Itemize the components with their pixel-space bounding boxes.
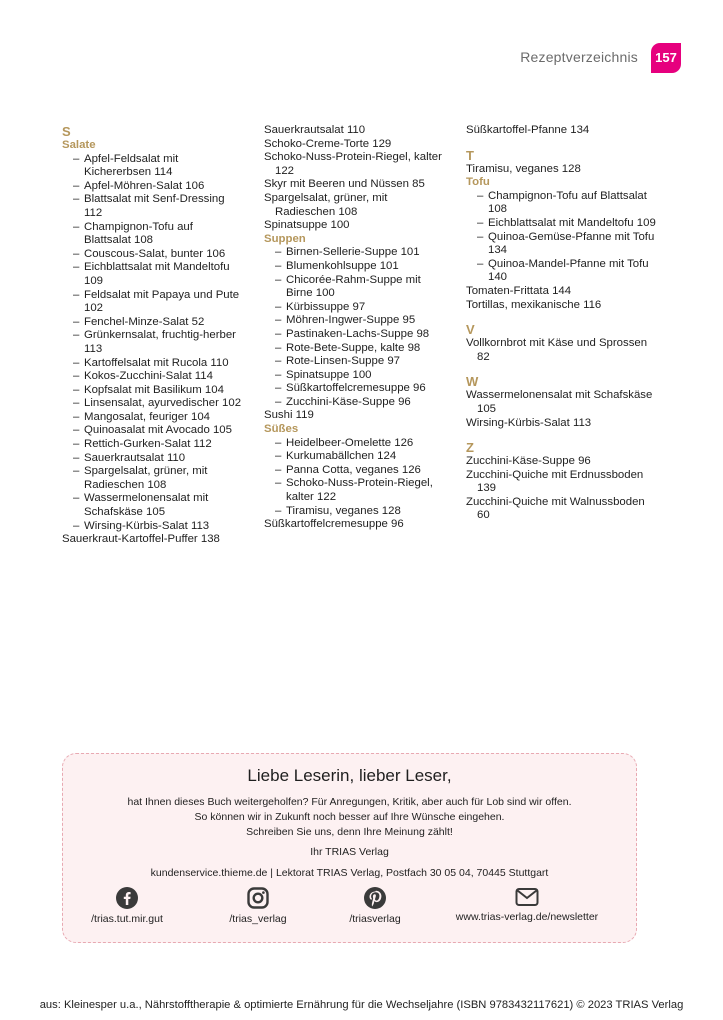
index-sub-entry: – Chicorée-Rahm-Suppe mit Birne 100 (264, 274, 444, 301)
index-column-1 (62, 124, 242, 547)
index-sub-entry: – Birnen-Sellerie-Suppe 101 (264, 246, 444, 260)
index-sub-entry: – Rote-Bete-Suppe, kalte 98 (264, 342, 444, 356)
index-entry: Tortillas, mexikanische 116 (466, 298, 602, 311)
index-sub-entry: – Quinoasalat mit Avocado 105 (62, 424, 242, 438)
index-sub-entry: – Kürbissuppe 97 (264, 301, 444, 315)
index-entry: Schoko-Creme-Torte 129 (264, 137, 392, 150)
feedback-signature: Ihr TRIAS Verlag (310, 846, 389, 858)
index-sub-entry: – Rettich-Gurken-Salat 112 (62, 438, 242, 452)
pinterest-link[interactable] (295, 887, 455, 925)
index-sub-entry: – Grünkernsalat, fruchtig-herber 113 (62, 329, 242, 356)
index-letter-heading: V (466, 322, 475, 338)
index-sub-entry: – Linsensalat, ayurvedischer 102 (62, 397, 242, 411)
index-letter-heading: S (62, 124, 71, 139)
feedback-text-line-3: Schreiben Sie uns, denn Ihre Meinung zählt! (246, 826, 453, 838)
newsletter-link[interactable] (447, 887, 607, 923)
facebook-label: /trias.tut.mir.gut (91, 913, 163, 925)
index-subheading: Salate (62, 139, 96, 151)
index-entry: Schoko-Nuss-Protein-Riegel, kalter 122 (264, 151, 442, 177)
newsletter-label: www.trias-verlag.de/newsletter (455, 911, 599, 923)
index-sub-entry: – Fenchel-Minze-Salat 52 (62, 316, 242, 330)
index-sub-entry: – Quinoa-Gemüse-Pfanne mit Tofu 134 (466, 231, 656, 258)
index-letter-heading: Z (466, 440, 474, 456)
page-number-badge: 157 (651, 43, 681, 73)
index-entry: Skyr mit Beeren und Nüssen 85 (264, 178, 425, 191)
feedback-contact: kundenservice.thieme.de | Lektorat TRIAS Verlag, Postfach 30 05 04, 70445 Stuttgart (150, 867, 549, 879)
index-sub-entry: – Apfel-Feldsalat mit Kichererbsen 114 (62, 153, 242, 180)
index-column-2 (264, 124, 444, 532)
index-entry: Tomaten-Frittata 144 (466, 284, 572, 297)
index-entry: Süßkartoffelcremesuppe 96 (264, 518, 404, 531)
index-sub-entry: – Champignon-Tofu auf Blattsalat 108 (466, 190, 656, 217)
index-sub-entry: – Panna Cotta, veganes 126 (264, 464, 444, 478)
mail-icon (515, 887, 539, 907)
index-sub-entry: – Heidelbeer-Omelette 126 (264, 437, 444, 451)
index-sub-entry: – Sauerkrautsalat 110 (62, 452, 242, 466)
index-sub-entry: – Apfel-Möhren-Salat 106 (62, 180, 242, 194)
index-column-3 (466, 124, 656, 523)
index-sub-entry: – Kokos-Zucchini-Salat 114 (62, 370, 242, 384)
feedback-text-line-2: So können wir in Zukunft noch besser auf Ihre Wünsche eingehen. (194, 811, 505, 823)
index-subheading: Suppen (264, 232, 306, 245)
index-sub-entry: – Möhren-Ingwer-Suppe 95 (264, 314, 444, 328)
index-sub-entry: – Eichblattsalat mit Mandeltofu 109 (62, 261, 242, 288)
index-sub-entry: – Tiramisu, veganes 128 (264, 505, 444, 519)
index-sub-entry: – Blumenkohlsuppe 101 (264, 260, 444, 274)
index-sub-entry: – Couscous-Salat, bunter 106 (62, 248, 242, 262)
running-header-title: Rezeptverzeichnis (520, 49, 638, 65)
index-entry: Spargelsalat, grüner, mit Radieschen 108 (264, 191, 388, 218)
index-entry: Spinatsuppe 100 (264, 219, 350, 232)
index-sub-entry: – Kartoffelsalat mit Rucola 110 (62, 357, 242, 371)
index-sub-entry: – Kopfsalat mit Basilikum 104 (62, 384, 242, 398)
index-sub-entry: – Schoko-Nuss-Protein-Riegel, kalter 122 (264, 477, 444, 504)
index-letter-heading: T (466, 147, 474, 163)
index-entry: Sauerkraut-Kartoffel-Puffer 138 (62, 533, 220, 546)
index-sub-entry: – Rote-Linsen-Suppe 97 (264, 355, 444, 369)
pinterest-icon (364, 887, 386, 909)
index-sub-entry: – Mangosalat, feuriger 104 (62, 411, 242, 425)
index-entry: Sushi 119 (264, 409, 314, 422)
instagram-label: /trias_verlag (229, 913, 287, 925)
index-sub-entry: – Pastinaken-Lachs-Suppe 98 (264, 328, 444, 342)
index-sub-entry: – Blattsalat mit Senf-Dressing 112 (62, 193, 242, 220)
index-entry: Tiramisu, veganes 128 (466, 162, 581, 175)
feedback-text-line-1: hat Ihnen dieses Buch weitergeholfen? Für Anregungen, Kritik, aber auch für Lob sind wir offen. (127, 796, 572, 808)
index-letter-heading: W (466, 374, 479, 390)
pinterest-label: /triasverlag (349, 913, 401, 925)
source-footer: aus: Kleinesper u.a., Nährstofftherapie & optimierte Ernährung für die Wechseljahre (ISBN 9783432117621) © 2023 TRIAS Verlag (39, 999, 684, 1011)
index-entry: Wirsing-Kürbis-Salat 113 (466, 416, 592, 429)
index-sub-entry: – Eichblattsalat mit Mandeltofu 109 (466, 217, 656, 231)
index-entry: Wassermelonensalat mit Schafskäse 105 (466, 389, 653, 415)
index-entry: Zucchini-Quiche mit Erdnussboden 139 (466, 468, 644, 495)
index-sub-entry: – Wassermelonensalat mit Schafskäse 105 (62, 492, 242, 519)
index-sub-entry: – Süßkartoffelcremesuppe 96 (264, 382, 444, 396)
index-entry: Süßkartoffel-Pfanne 134 (466, 124, 590, 136)
instagram-icon (247, 887, 269, 909)
facebook-icon (116, 887, 138, 909)
index-entry: Vollkornbrot mit Käse und Sprossen 82 (466, 337, 648, 363)
index-sub-entry: – Zucchini-Käse-Suppe 96 (264, 396, 444, 410)
index-subheading: Tofu (466, 176, 490, 189)
index-sub-entry: – Wirsing-Kürbis-Salat 113 (62, 520, 242, 534)
index-entry: Zucchini-Quiche mit Walnussboden 60 (466, 495, 645, 522)
index-entry: Sauerkrautsalat 110 (264, 124, 366, 136)
index-sub-entry: – Kurkumabällchen 124 (264, 450, 444, 464)
index-sub-entry: – Quinoa-Mandel-Pfanne mit Tofu 140 (466, 258, 656, 285)
index-sub-entry: – Spinatsuppe 100 (264, 369, 444, 383)
index-sub-entry: – Spargelsalat, grüner, mit Radieschen 108 (62, 465, 242, 492)
index-subheading: Süßes (264, 423, 299, 436)
index-entry: Zucchini-Käse-Suppe 96 (466, 455, 591, 468)
index-sub-entry: – Champignon-Tofu auf Blattsalat 108 (62, 221, 242, 248)
feedback-title: Liebe Leserin, lieber Leser, (247, 766, 452, 785)
index-sub-entry: – Feldsalat mit Papaya und Pute 102 (62, 289, 242, 316)
reader-feedback-box (62, 753, 637, 943)
